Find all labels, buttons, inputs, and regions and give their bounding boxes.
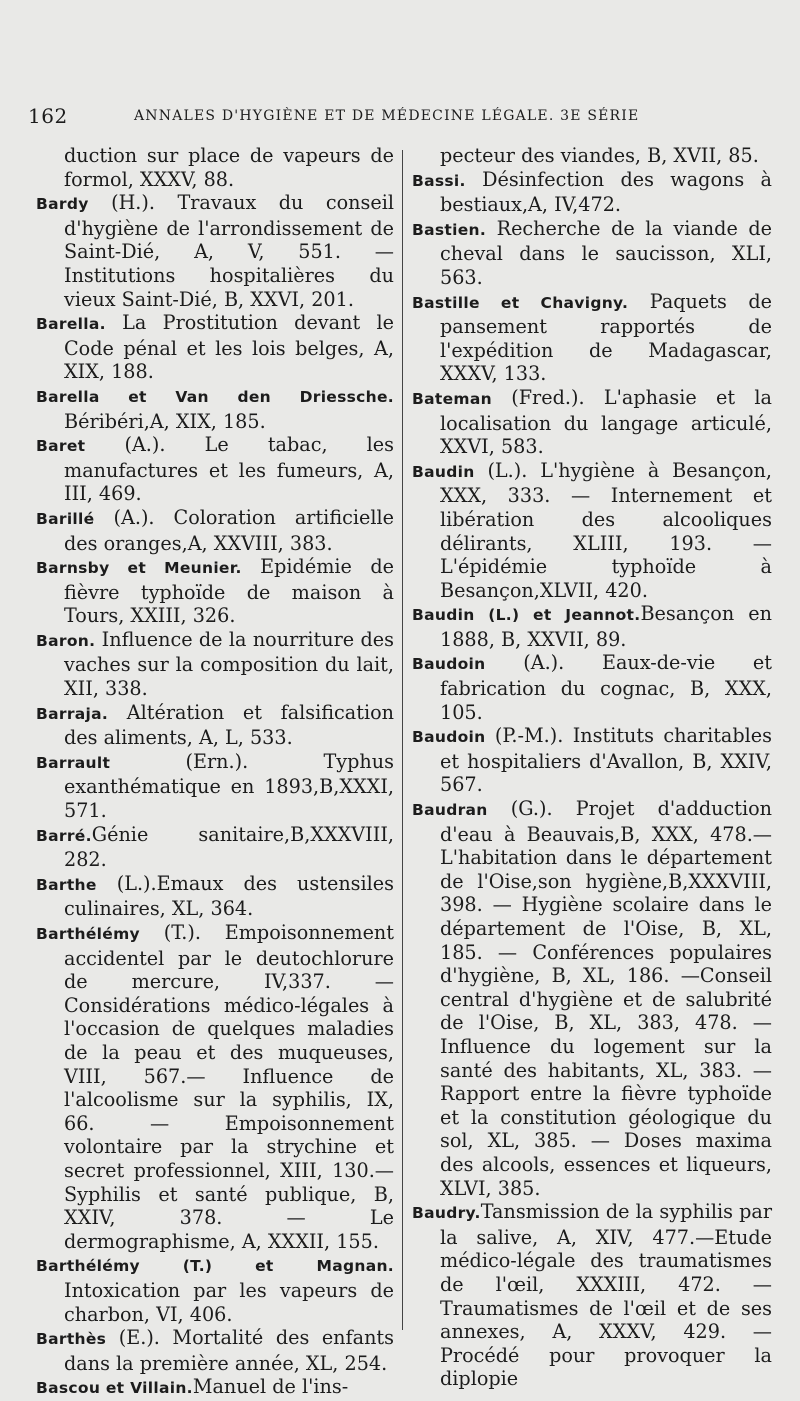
entry-text: Génie sanitaire,B,XXXVIII, 282. — [64, 822, 394, 872]
entry-text: (L.). L'hygiène à Besançon, XXX, 333. — Internement et libération des alcooliques délirants, XLIII, 193. —L'épidémie typhoïde à Besançon,XLVII, 420. — [440, 458, 772, 602]
entry-text: Recherche de la viande de cheval dans le saucisson, XLI, 563. — [440, 216, 772, 289]
left-column — [36, 144, 394, 1401]
entry-author: Baudin — [412, 462, 475, 481]
entry-text: (E.). Mortalité des enfants dans la première année, XL, 254. — [64, 1326, 394, 1375]
index-entry — [36, 921, 394, 1253]
entry-text: (G.). Projet d'adduction d'eau à Beauvais,B, XXX, 478.— L'habitation dans le département de l'Oise,son hygiène,B,XXXVIII, 398. — Hygiène scolaire dans le département de l'Oise, B, XL, 185. — Conférences populaires d'hygiène, B, XL, 186. —Conseil central d'hygiène et de salubrité de l'Oise, B, XL, 383, 478. — Influence du logement sur la santé des habitants, XL, 383. — Rapport entre la fièvre typhoïde et la constitution géologique du sol, XL, 385. — Doses maxima des alcools, essences et liqueurs, XLVI, 385. — [440, 797, 772, 1200]
entry-text: Altération et falsification des aliments, A, L, 533. — [64, 700, 394, 750]
entry-text: Besançon en 1888, B, XXVII, 89. — [440, 602, 772, 651]
index-entry — [36, 191, 394, 311]
entry-text: Béribéri,A, XIX, 185. — [64, 409, 266, 433]
index-entry — [412, 1200, 772, 1391]
column-divider — [402, 150, 403, 1330]
index-entry — [412, 724, 772, 797]
index-entry — [412, 168, 772, 217]
index-entry — [36, 823, 394, 872]
index-entry — [36, 1375, 394, 1401]
entry-text: Manuel de l'ins- — [192, 1375, 349, 1399]
index-entry — [36, 506, 394, 555]
entry-author: Barillé — [36, 509, 95, 528]
page-number: 162 — [28, 104, 68, 128]
index-entry — [36, 555, 394, 628]
entry-author: Baudry. — [412, 1204, 481, 1223]
entry-text: pecteur des viandes, B, XVII, 85. — [440, 144, 759, 167]
index-entry — [412, 797, 772, 1200]
entry-author: Barella. — [36, 315, 106, 334]
entry-text: (A.). Coloration artificielle des oranges,A, XXVIII, 383. — [64, 505, 394, 555]
index-entry — [36, 701, 394, 750]
entry-author: Barnsby et Meunier. — [36, 559, 242, 578]
entry-text: Désinfection des wagons à bestiaux,A, IV,472. — [440, 167, 772, 217]
entry-text: Intoxication par les vapeurs de charbon, VI, 406. — [64, 1278, 394, 1326]
index-entry — [36, 311, 394, 384]
entry-author: Bastien. — [412, 220, 487, 239]
right-column — [412, 144, 772, 1391]
index-entry — [412, 290, 772, 386]
entry-author: Baudoin — [412, 728, 486, 747]
entry-author: Baudoin — [412, 655, 486, 674]
entry-author: Baret — [36, 437, 86, 456]
entry-author: Barthe — [36, 875, 97, 894]
entry-author: Barraja. — [36, 704, 109, 723]
entry-author: Baudran — [412, 801, 488, 820]
index-entry — [36, 872, 394, 921]
entry-author: Barrault — [36, 753, 111, 772]
index-entry — [412, 386, 772, 459]
index-entry — [36, 628, 394, 701]
entry-author: Barella et Van den Driessche. — [36, 387, 394, 406]
entry-text: (H.). Travaux du conseil d'hygiène de l'arrondissement de Saint-Dié, A, V, 551. — Institutions hospitalières du vieux Saint-Dié, B, XXVI, 201. — [64, 191, 394, 311]
running-title: ANNALES D'HYGIÈNE ET DE MÉDECINE LÉGALE. 3E SÉRIE — [134, 108, 640, 124]
index-entry — [412, 217, 772, 290]
entry-text: (T.). Empoisonnement accidentel par le deutochlorure de mercure, IV,337. — Considérations médico-légales à l'occasion de quelques maladies de la peau et des muqueuses, VIII, 567.— Influence de l'alcoolisme sur la syphilis, IX, 66. — Empoisonnement volontaire par la strychine et secret professionnel, XIII, 130.— Syphilis et santé publique, B, XXIV, 378. — Le dermographisme, A, XXXII, 155. — [64, 921, 394, 1253]
entry-text: (A.). Eaux-de-vie et fabrication du cognac, B, XXX, 105. — [440, 651, 772, 724]
index-entry — [412, 651, 772, 724]
entry-text: duction sur place de vapeurs de formol, XXXV, 88. — [64, 144, 394, 191]
entry-author: Barthélémy — [36, 925, 140, 943]
index-entry — [36, 433, 394, 506]
index-entry — [412, 602, 772, 651]
entry-text: (L.).Emaux des ustensiles culinaires, XL, 364. — [64, 871, 394, 921]
entry-author: Barthélémy (T.) et Magnan. — [36, 1257, 394, 1276]
index-entry — [412, 459, 772, 603]
entry-text: Influence de la nourriture des vaches sur la composition du lait, XII, 338. — [64, 627, 394, 701]
entry-text: Tansmission de la syphilis par la salive, A, XIV, 477.—Etude médico-légale des traumatismes de l'œil, XXXIII, 472. — Traumatismes de l'œil et de ses annexes, A, XXXV, 429. — Procédé pour provoquer la diplopie — [440, 1200, 772, 1391]
entry-author: Bardy — [36, 195, 89, 214]
entry-author: Bateman — [412, 389, 492, 408]
entry-text: (Fred.). L'aphasie et la localisation du langage articulé, XXVI, 583. — [440, 385, 772, 459]
index-entry — [36, 1326, 394, 1375]
entry-author: Baron. — [36, 631, 96, 650]
index-entry — [412, 144, 772, 168]
entry-text: (Ern.). Typhus exanthématique en 1893,B,XXXI, 571. — [64, 749, 394, 823]
entry-text: Epidémie de fièvre typhoïde de maison à Tours, XXIII, 326. — [64, 555, 394, 628]
entry-author: Barré. — [36, 826, 92, 845]
entry-author: Bassi. — [412, 171, 466, 190]
entry-text: (P.-M.). Instituts charitables et hospitaliers d'Avallon, B, XXIV, 567. — [440, 724, 772, 797]
entry-text: La Prostitution devant le Code pénal et les lois belges, A, XIX, 188. — [64, 311, 394, 384]
entry-author: Baudin (L.) et Jeannot. — [412, 606, 641, 625]
index-entry — [36, 1253, 394, 1326]
entry-author: Bastille et Chavigny. — [412, 293, 629, 312]
entry-author: Bascou et Villain. — [36, 1379, 193, 1398]
page-header — [28, 104, 776, 130]
index-entry — [36, 144, 394, 191]
index-entry — [36, 750, 394, 823]
entry-author: Barthès — [36, 1330, 107, 1349]
entry-text: (A.). Le tabac, les manufactures et les fumeurs, A, III, 469. — [64, 433, 394, 506]
entry-text: Paquets de pansement rapportés de l'expédition de Madagascar, XXXV, 133. — [440, 289, 772, 386]
index-entry — [36, 384, 394, 433]
